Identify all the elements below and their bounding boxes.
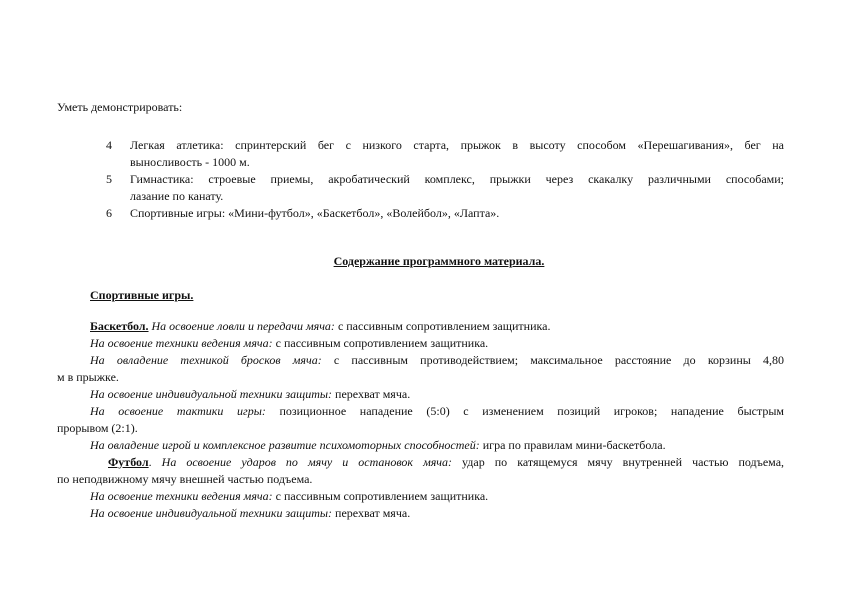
basketball-p2: На освоение техники ведения мяча: с пассивным сопротивлением защитника. bbox=[90, 336, 489, 350]
basketball-label: Баскетбол. bbox=[90, 319, 149, 333]
section-heading: Содержание программного материала. bbox=[333, 254, 545, 268]
list-item-line: Легкая атлетика: спринтерский бег с низкого старта, прыжок в высоту способом «Перешагивания», бег на bbox=[130, 138, 784, 152]
football-p3: На освоение индивидуальной техники защиты: перехват мяча. bbox=[90, 506, 411, 520]
football-p1: Футбол. На освоение ударов по мячу и остановок мяча: удар по катящемуся мячу внутренней частью подъема, bbox=[108, 455, 785, 469]
list-number: 6 bbox=[106, 206, 112, 220]
list-item-line: Гимнастика: строевые приемы, акробатический комплекс, прыжки через скакалку различными способами; bbox=[130, 172, 784, 186]
football-p1-cont: по неподвижному мячу внешней частью подъема. bbox=[57, 472, 313, 486]
basketball-p6: На овладение игрой и комплексное развитие психомоторных способностей: игра по правилам мини-баскетбола. bbox=[90, 438, 666, 452]
football-label: Футбол bbox=[108, 455, 149, 469]
intro-text: Уметь демонстрировать: bbox=[57, 100, 183, 114]
basketball-p5-cont: прорывом (2:1). bbox=[57, 421, 138, 435]
list-number: 4 bbox=[106, 138, 112, 152]
basketball-p1: Баскетбол. На освоение ловли и передачи мяча: с пассивным сопротивлением защитника. bbox=[90, 319, 551, 333]
basketball-p4: На освоение индивидуальной техники защиты: перехват мяча. bbox=[90, 387, 411, 401]
list-item-line: выносливость - 1000 м. bbox=[130, 155, 250, 169]
basketball-p5: На освоение тактики игры: позиционное нападение (5:0) с изменением позиций игроков; нападение быстрым bbox=[90, 404, 785, 418]
list-item-line: Спортивные игры: «Мини-футбол», «Баскетбол», «Волейбол», «Лапта». bbox=[130, 206, 500, 220]
list-number: 5 bbox=[106, 172, 112, 186]
basketball-p3: На овладение техникой бросков мяча: с пассивным противодействием; максимальное расстояние до корзины 4,80 bbox=[90, 353, 785, 367]
section-subheading: Спортивные игры. bbox=[90, 288, 194, 302]
football-p2: На освоение техники ведения мяча: с пассивным сопротивлением защитника. bbox=[90, 489, 489, 503]
basketball-p3-cont: м в прыжке. bbox=[57, 370, 119, 384]
list-item-line: лазание по канату. bbox=[130, 189, 224, 203]
